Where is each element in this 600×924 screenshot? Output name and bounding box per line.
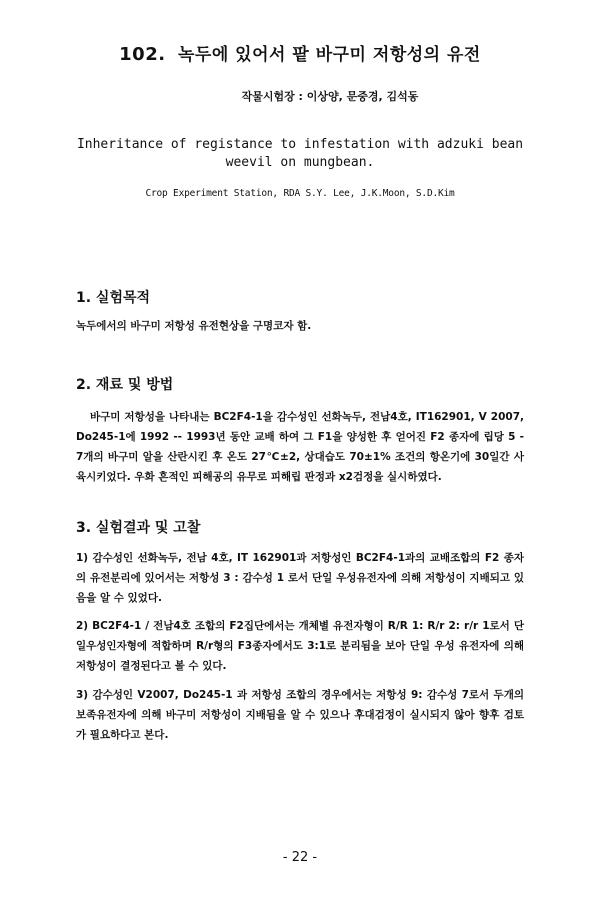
page-number: - 22 -	[282, 850, 318, 865]
paper-title	[0, 40, 600, 65]
english-title: Inheritance of registance to infestation with adzuki bean weevil on mungbean.	[76, 137, 524, 170]
paper-number: 102.	[119, 44, 166, 65]
results-paragraph-2: 2) BC2F4-1 / 전남4호 조합의 F2집단에서는 개체별 유전자형이 R/R 1: R/r 2: r/r 1로서 단일우성인자형에 적합하며 R/r형의 F3종자에서도 3:1로 분리됨을 보아 단일 우성 유전자에 의해 저항성이 결정된다고 볼 수 있다.	[76, 620, 524, 672]
results-paragraph-1: 1) 감수성인 선화녹두, 전남 4호, IT 162901과 저항성인 BC2F4-1과의 교배조합의 F2 종자의 유전분리에 있어서는 저항성 3 : 감수성 1 로서 단일 우성유전자에 의해 저항성이 지배되고 있음을 알 수 있었다.	[76, 552, 524, 604]
section-heading-purpose: 1. 실험목적	[76, 290, 151, 306]
korean-authors: 작물시험장 : 이상양, 문중경, 김석동	[241, 90, 419, 103]
section-body-methods: 바구미 저항성을 나타내는 BC2F4-1을 감수성인 선화녹두, 전남4호, IT162901, V 2007, Do245-1에 1992 -- 1993년 동안 교배 하여 그 F1을 양성한 후 얻어진 F2 종자에 립당 5 - 7개의 바구미 알을 산란시킨 후 온도 27℃±2, 상대습도 70±1% 조건의 항온기에 30일간 사육시키었다. 우화 흔적인 피해공의 유무로 피해립 판정과 x2검정을 실시하였다.	[76, 411, 524, 483]
section-body-purpose: 녹두에서의 바구미 저항성 유전현상을 구명코자 함.	[76, 320, 312, 332]
paper-title-text: 녹두에 있어서 팥 바구미 저항성의 유전	[178, 45, 481, 65]
section-heading-results: 3. 실험결과 및 고찰	[76, 520, 201, 536]
english-authors: Crop Experiment Station, RDA S.Y. Lee, J.K.Moon, S.D.Kim	[145, 188, 455, 199]
section-heading-methods: 2. 재료 및 방법	[76, 377, 174, 393]
results-paragraph-3: 3) 감수성인 V2007, Do245-1 과 저항성 조합의 경우에서는 저항성 9: 감수성 7로서 두개의 보족유전자에 의해 바구미 저항성이 지배됨을 알 수 있으나 후대검정이 실시되지 않아 향후 검토가 필요하다고 본다.	[76, 689, 524, 741]
